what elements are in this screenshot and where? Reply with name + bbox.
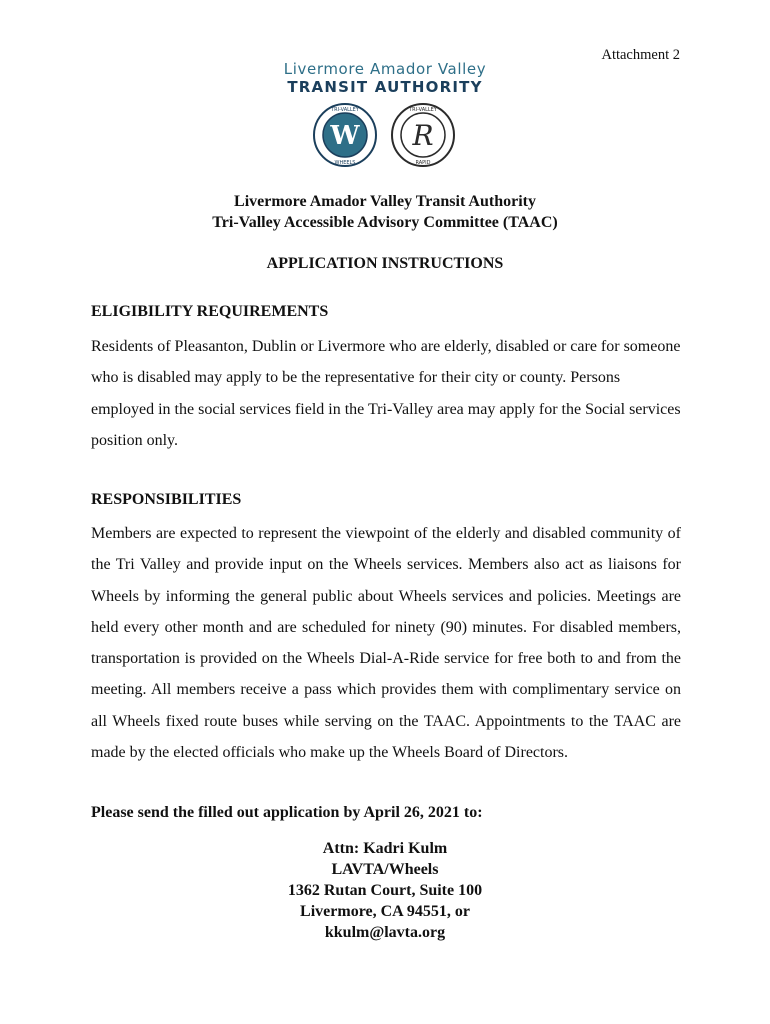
address-line-city: Livermore, CA 94551, or — [300, 903, 470, 920]
logo-line-2: TRANSIT AUTHORITY — [287, 78, 483, 96]
address-line-org: LAVTA/Wheels — [331, 861, 439, 878]
responsibilities-heading: RESPONSIBILITIES — [91, 491, 242, 508]
logo-line-1: Livermore Amador Valley — [283, 60, 487, 78]
responsibilities-body: Members are expected to represent the viewpoint of the elderly and disabled community of the Tri Valley and provide input on the Wheels services. Members also act as liaisons for Wheels by informing the general public about Wheels services and policies. Meetings are held every other month and are scheduled for ninety (90) minutes. For disabled members, transportation is provided on the Wheels Dial-A-Ride service for free both to and from the meeting. All members receive a pass which provides them with complimentary service on all Wheels fixed route buses while serving on the TAAC. Appointments to the TAAC are made by the elected officials who make up the Wheels Board of Directors. — [91, 525, 681, 762]
wheels-letter: W — [330, 121, 360, 151]
rapid-ring-bottom: RAPID — [415, 160, 431, 166]
document-title: APPLICATION INSTRUCTIONS — [266, 255, 504, 272]
committee-name: Tri-Valley Accessible Advisory Committee (TAAC) — [212, 214, 558, 231]
rapid-ring-top: TRI-VALLEY — [409, 107, 437, 113]
address-line-attn: Attn: Kadri Kulm — [322, 840, 448, 857]
eligibility-body: Residents of Pleasanton, Dublin or Livermore who are elderly, disabled or care for someone who is disabled may apply to be the representative for their city or county. Persons employed in the social services field in the Tri-Valley area may apply for the Social services position only. — [91, 338, 681, 449]
org-name: Livermore Amador Valley Transit Authority — [234, 193, 536, 210]
lavta-logo — [0, 60, 770, 96]
eligibility-heading: ELIGIBILITY REQUIREMENTS — [91, 303, 329, 320]
wheels-ring-top: TRI-VALLEY — [331, 107, 359, 113]
submission-instruction: Please send the filled out application by April 26, 2021 to: — [91, 804, 483, 821]
wheels-rapid-emblems — [312, 102, 458, 168]
wheels-emblem — [314, 104, 376, 166]
attachment-label: Attachment 2 — [601, 47, 680, 63]
mailing-address — [0, 838, 770, 943]
address-line-street: 1362 Rutan Court, Suite 100 — [287, 882, 483, 899]
rapid-emblem — [392, 104, 454, 166]
rapid-letter: R — [412, 119, 434, 152]
address-line-email: kkulm@lavta.org — [324, 924, 446, 941]
document-header — [0, 191, 770, 233]
wheels-ring-bottom: WHEELS — [334, 160, 356, 166]
